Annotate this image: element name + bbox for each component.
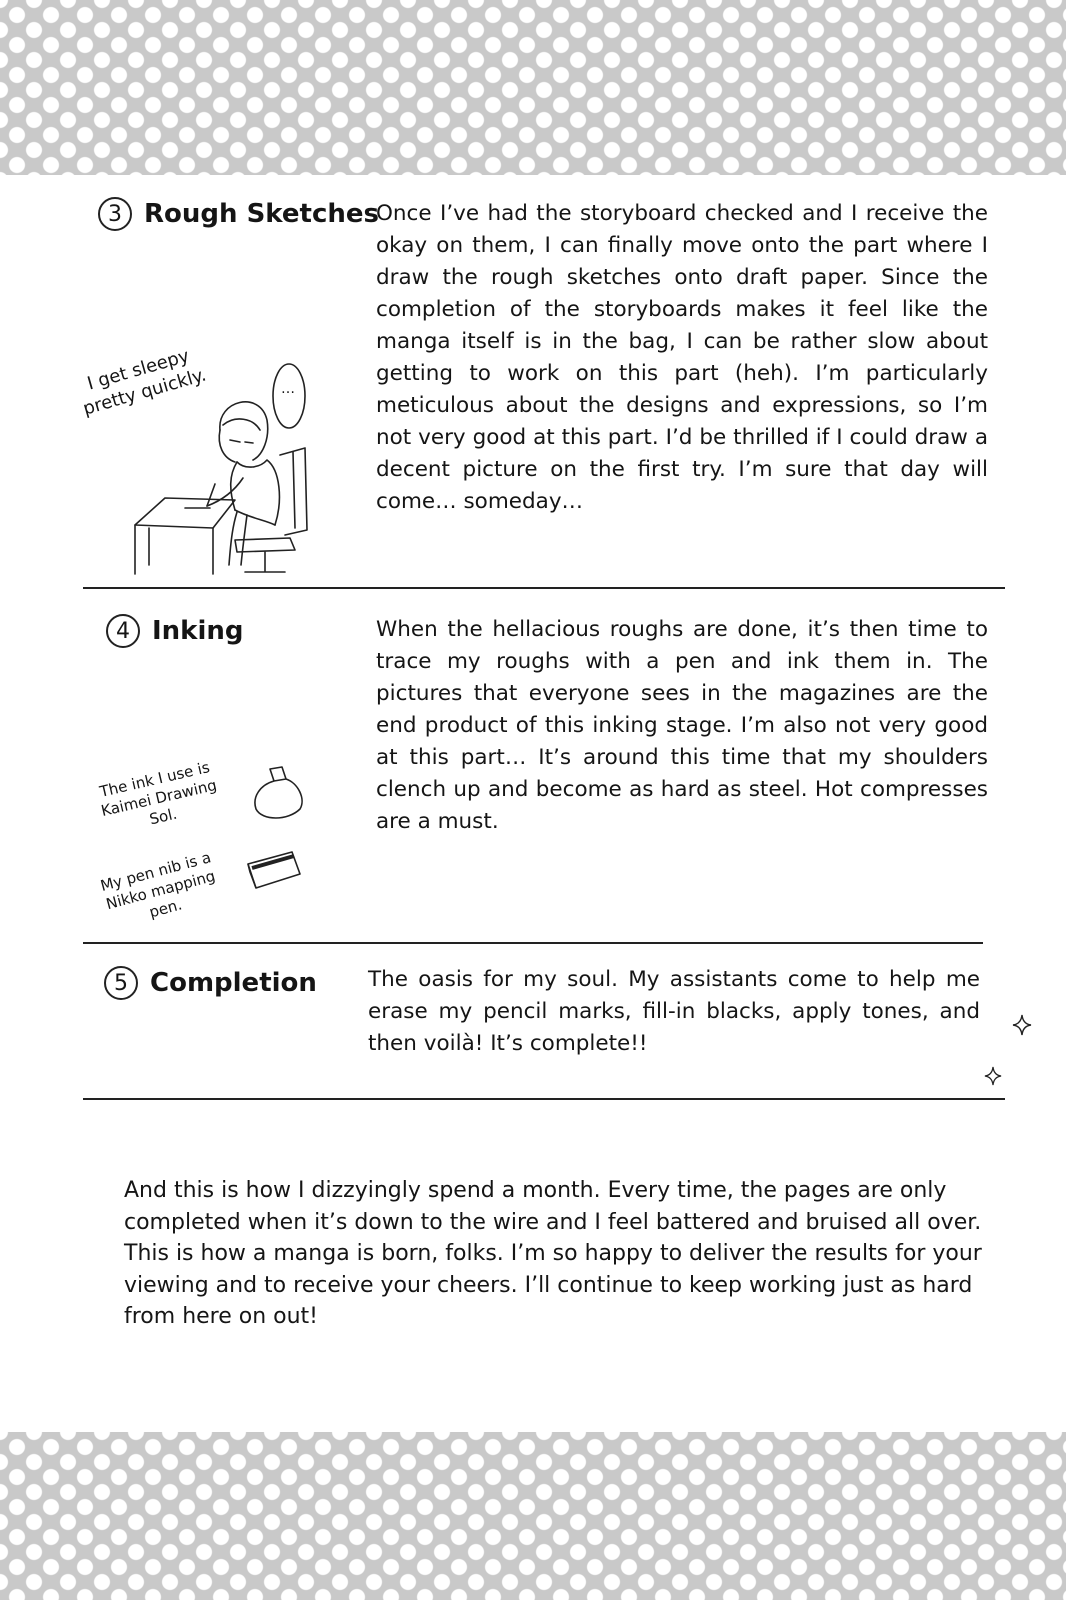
section-title: Inking	[152, 616, 244, 646]
section-body-completion: The oasis for my soul. My assistants come to help me erase my pencil marks, fill-in blacks, apply tones, and then voilà! It’s complete!!	[368, 967, 980, 1056]
section-heading-completion	[104, 966, 317, 1000]
note-nib: My pen nib is a Nikko mapping pen.	[98, 848, 218, 922]
drawing-at-desk-illustration	[125, 360, 325, 582]
section-body-rough-sketches: Once I’ve had the storyboard checked and I receive the okay on them, I can finally move onto the part where I draw the rough sketches onto draft paper. Since the completion of the storyboards makes it feel like the manga itself is in the bag, I can be rather slow about getting to work on this part (heh). I’m particularly meticulous about the designs and expressions, so I’m not very good at this part. I’d be thrilled if I could draw a decent picture on the first try. I’m sure that day will come… someday…	[376, 201, 988, 514]
section-divider	[83, 942, 983, 944]
ink-bottle-icon	[250, 765, 310, 825]
section-heading-rough-sketches	[98, 197, 379, 231]
note-ink: The ink I use is Kaimei Drawing Sol.	[97, 758, 219, 829]
section-heading-inking	[106, 614, 244, 648]
polka-dot-band-top	[0, 0, 1066, 175]
sparkle-icon	[984, 1066, 1002, 1086]
section-divider	[83, 1098, 1005, 1100]
sparkle-icon	[1012, 1014, 1032, 1036]
step-number: 3	[98, 197, 132, 231]
section-title: Completion	[150, 968, 317, 998]
closing-paragraph: And this is how I dizzyingly spend a month. Every time, the pages are only completed when it’s down to the wire and I feel battered and bruised all over. This is how a manga is born, folks. I’m so happy to deliver the results for your viewing and to receive your cheers. I’ll continue to keep working just as hard from here on out!	[124, 1178, 982, 1329]
pen-nib-box-icon	[244, 848, 304, 894]
polka-dot-band-bottom	[0, 1432, 1066, 1600]
step-number: 5	[104, 966, 138, 1000]
speech-bubble-text: …	[281, 381, 295, 397]
note-sleepy: I get sleepy pretty quickly.	[80, 345, 209, 420]
section-body-inking: When the hellacious roughs are done, it’s then time to trace my roughs with a pen and ink them in. The pictures that everyone sees in the magazines are the end product of this inking stage. I’m also not very good at this part… It’s around this time that my shoulders clench up and become as hard as steel. Hot compresses are a must.	[376, 617, 988, 834]
step-number: 4	[106, 614, 140, 648]
section-title: Rough Sketches	[144, 199, 379, 229]
section-divider	[83, 587, 1005, 589]
